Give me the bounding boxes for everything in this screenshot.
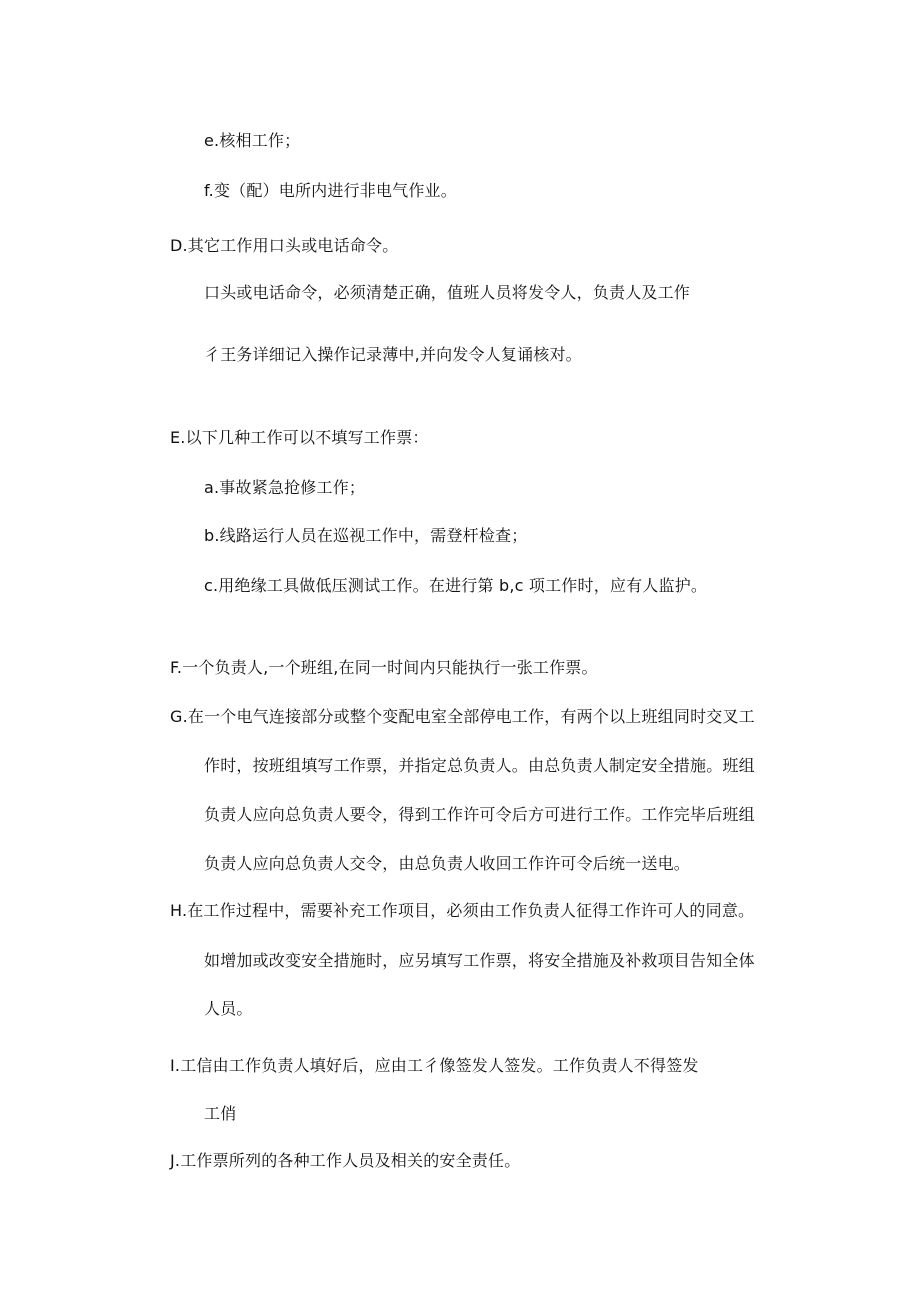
section-h-heading: H.在工作过程中，需要补充工作项目，必须由工作负责人征得工作许可人的同意。 xyxy=(170,901,755,920)
section-g-heading: G.在一个电气连接部分或整个变配电室全部停电工作，有两个以上班组同时交叉工 xyxy=(170,707,755,726)
paragraph-line: 如增加或改变安全措施时，应另填写工作票，将安全措施及补救项目告知全体 xyxy=(204,951,755,970)
paragraph-line: 人员。 xyxy=(204,999,253,1018)
section-d-heading: D.其它工作用口头或电话命令。 xyxy=(170,236,399,255)
list-item-a: a.事故紧急抢修工作； xyxy=(204,478,366,497)
list-item-b: b.线路运行人员在巡视工作中，需登杆检查； xyxy=(204,526,528,545)
paragraph-line: 负责人应向总负责人要令，得到工作许可令后方可进行工作。工作完毕后班组 xyxy=(204,805,755,824)
section-f-heading: F.一个负责人,一个班组,在同一时间内只能执行一张工作票。 xyxy=(170,658,598,677)
paragraph-line: 作时，按班组填写工作票，并指定总负责人。由总负责人制定安全措施。班组 xyxy=(204,756,755,775)
section-j-heading: J.工作票所列的各种工作人员及相关的安全责任。 xyxy=(170,1151,521,1170)
paragraph-line: 彳王务详细记入操作记录薄中,并向发令人复诵核对。 xyxy=(204,345,582,364)
paragraph-line: 工俏 xyxy=(204,1104,237,1123)
paragraph-line: 口头或电话命令，必须清楚正确，值班人员将发令人，负责人及工作 xyxy=(204,283,691,302)
section-i-heading: I.工信由工作负责人填好后，应由工彳像签发人签发。工作负责人不得签发 xyxy=(170,1056,699,1075)
list-item-f: f.变（配）电所内进行非电气作业。 xyxy=(204,181,457,200)
paragraph-line: 负责人应向总负责人交令，由总负责人收回工作许可令后统一送电。 xyxy=(204,854,691,873)
list-item-e: e.核相工作； xyxy=(204,131,301,150)
section-e-heading: E.以下几种工作可以不填写工作票： xyxy=(170,428,429,447)
list-item-c: c.用绝缘工具做低压测试工作。在进行第 b,c 项工作时，应有人监护。 xyxy=(204,576,708,595)
